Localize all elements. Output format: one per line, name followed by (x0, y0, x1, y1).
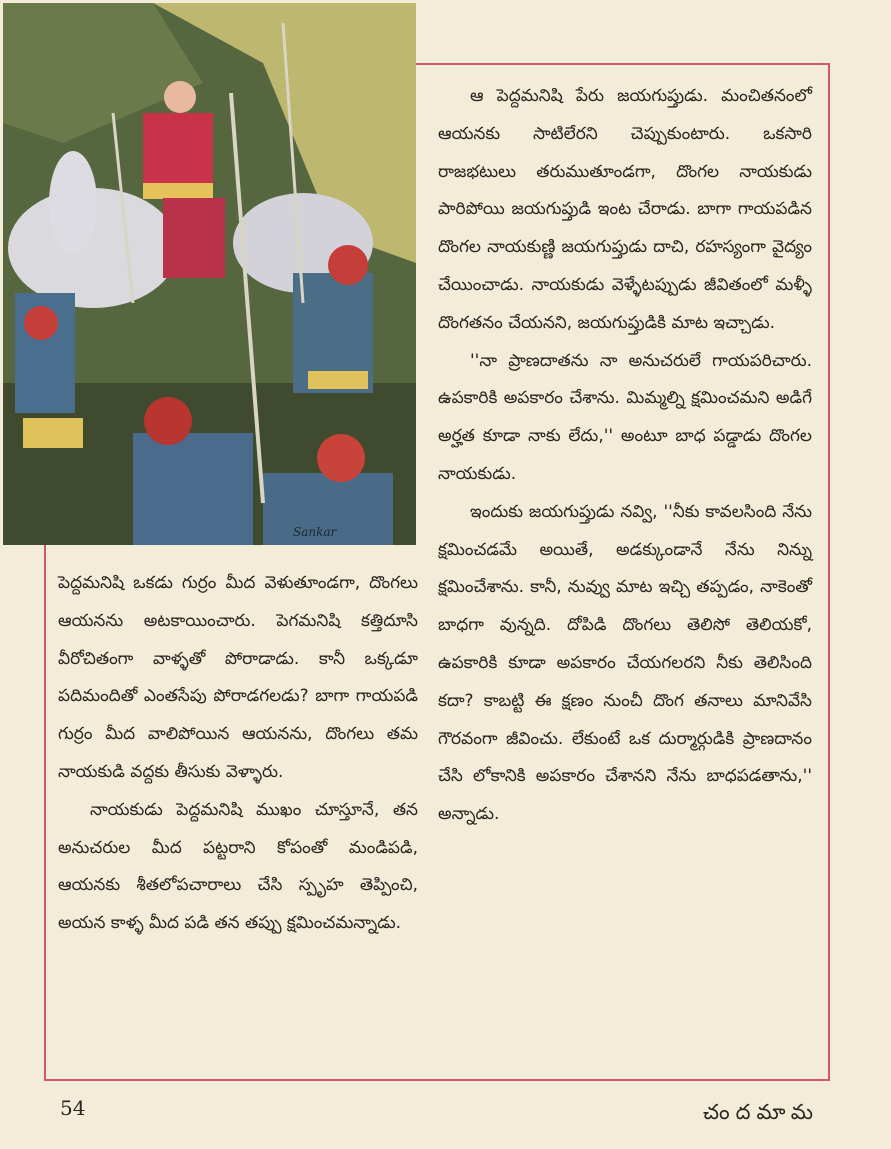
left-text-column (58, 565, 418, 943)
page-number: 54 (60, 1096, 86, 1120)
story-paragraph: ''నా ప్రాణదాతను నా అనుచరులే గాయపరిచారు. ఉపకారికి అపకారం చేశాను. మిమ్మల్ని క్షమించమని అడిగే అర్హత కూడా నాకు లేదు,'' అంటూ బాధ పడ్డాడు దొంగల నాయకుడు. (438, 350, 812, 484)
story-paragraph: నాయకుడు పెద్దమనిషి ముఖం చూస్తూనే, తన అనుచరుల మీద పట్టరాని కోపంతో మండిపడి, ఆయనకు శీతలోపచారాలు చేసి స్పృహ తెప్పించి, అయన కాళ్ళ మీద పడి తన తప్పు క్షమించమన్నాడు. (58, 799, 418, 934)
right-text-column (438, 78, 812, 834)
story-paragraph: ఇందుకు జయగుప్తుడు నవ్వి, ''నీకు కావలసింది నేను క్షమించడమే అయితే, అడక్కుండానే నేను నిన్ను క్షమించేశాను. కానీ, నువ్వు మాట ఇచ్చి తప్పడం, నాకెంతో బాధగా వున్నది. దోపిడి దొంగలు తెలిసో తెలియకో, ఉపకారికి కూడా అపకారం చేయగలరని నీకు తెలిసింది కదా? కాబట్టి ఈ క్షణం నుంచీ దొంగ తనాలు మానివేసి గౌరవంగా జీవించు. లేకుంటే ఒక దుర్మార్గుడికి ప్రాణదానం చేసి లోకానికి అపకారం చేశానని నేను బాధపడతాను,'' అన్నాడు. (438, 501, 812, 825)
magazine-name: చందమామ (703, 1100, 819, 1124)
story-paragraph: పెద్దమనిషి ఒకడు గుర్రం మీద వెళుతూండగా, దొంగలు ఆయనను అటకాయించారు. పెగమనిషి కత్తిదూసి వీరోచితంగా వాళ్ళతో పోరాడాడు. కానీ ఒక్కడూ పదిమందితో ఎంతసేపు పోరాడగలడు? బాగా గాయపడి గుర్రం మీద వాలిపోయిన ఆయనను, దొంగలు తమ నాయకుడి వద్దకు తీసుకు వెళ్ళారు. (58, 573, 418, 782)
story-paragraph: ఆ పెద్దమనిషి పేరు జయగుప్తుడు. మంచితనంలో ఆయనకు సాటిలేరని చెప్పుకుంటారు. ఒకసారి రాజభటులు తరుముతూండగా, దొంగల నాయకుడు పారిపోయి జయగుప్తుడి ఇంట చేరాడు. బాగా గాయపడిన దొంగల నాయకుణ్ణి జయగుప్తుడు దాచి, రహస్యంగా వైద్యం చేయించాడు. నాయకుడు వెళ్ళేటప్పుడు జీవితంలో మళ్ళీ దొంగతనం చేయనని, జయగుప్తుడికి మాట ఇచ్చాడు. (438, 86, 812, 333)
artist-signature: Sankar (293, 525, 337, 539)
story-illustration (3, 3, 416, 545)
